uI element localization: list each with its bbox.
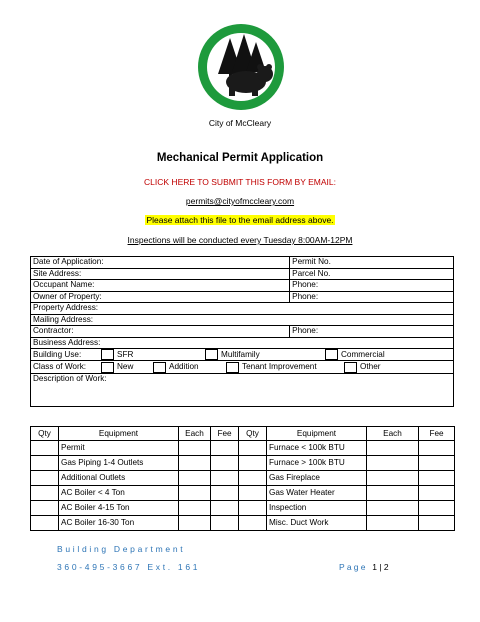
fee-cell[interactable]: [211, 441, 239, 456]
owner-field[interactable]: Owner of Property:: [31, 291, 290, 303]
fee-cell[interactable]: [211, 501, 239, 516]
multifamily-label: Multifamily: [221, 350, 260, 360]
footer-department: Building Department: [57, 544, 186, 554]
multifamily-checkbox[interactable]: [205, 349, 218, 360]
building-use-row: [31, 349, 454, 361]
table-row: [31, 441, 455, 456]
inspection-note: Inspections will be conducted every Tuesday 8:00AM-12PM: [127, 235, 353, 245]
qty-cell[interactable]: [31, 501, 59, 516]
date-of-application-field[interactable]: Date of Application:: [31, 257, 290, 269]
each-header: Each: [179, 427, 211, 441]
table-row: [31, 268, 454, 280]
qty-cell[interactable]: [31, 486, 59, 501]
qty-cell[interactable]: [239, 486, 267, 501]
new-label: New: [117, 362, 134, 372]
addition-checkbox[interactable]: [153, 362, 166, 373]
class-of-work-label: Class of Work:: [33, 362, 87, 372]
fee-cell[interactable]: [211, 516, 239, 531]
qty-cell[interactable]: [239, 471, 267, 486]
submit-email-link[interactable]: CLICK HERE TO SUBMIT THIS FORM BY EMAIL:: [144, 177, 336, 187]
mailing-address-field[interactable]: Mailing Address:: [31, 314, 454, 326]
qty-cell[interactable]: [239, 456, 267, 471]
each-cell[interactable]: [367, 441, 419, 456]
equipment-cell: Misc. Duct Work: [267, 516, 367, 531]
equipment-header: Equipment: [267, 427, 367, 441]
commercial-label: Commercial: [341, 350, 385, 360]
each-cell[interactable]: [367, 501, 419, 516]
equipment-cell: Permit: [59, 441, 179, 456]
city-logo: [196, 22, 286, 112]
equipment-cell: Gas Piping 1-4 Outlets: [59, 456, 179, 471]
email-link[interactable]: permits@cityofmccleary.com: [185, 196, 295, 206]
contractor-field[interactable]: Contractor:: [31, 326, 290, 338]
addition-label: Addition: [169, 362, 199, 372]
table-row: [31, 314, 454, 326]
fee-header: Fee: [419, 427, 455, 441]
occupant-name-field[interactable]: Occupant Name:: [31, 280, 290, 292]
equipment-cell: Gas Water Heater: [267, 486, 367, 501]
class-of-work-row: [31, 361, 454, 373]
table-row: [31, 516, 455, 531]
equipment-cell: AC Boiler 4-15 Ton: [59, 501, 179, 516]
description-of-work-field[interactable]: Description of Work:: [31, 373, 454, 406]
table-row: [31, 291, 454, 303]
qty-header: Qty: [31, 427, 59, 441]
fee-cell[interactable]: [419, 486, 455, 501]
each-cell[interactable]: [367, 471, 419, 486]
qty-cell[interactable]: [31, 471, 59, 486]
each-cell[interactable]: [179, 486, 211, 501]
fee-cell[interactable]: [211, 471, 239, 486]
equipment-cell: AC Boiler < 4 Ton: [59, 486, 179, 501]
other-label: Other: [360, 362, 381, 372]
sfr-checkbox[interactable]: [101, 349, 114, 360]
equipment-fee-table: [30, 426, 455, 531]
qty-cell[interactable]: [31, 441, 59, 456]
footer-phone: 360-495-3667 Ext. 161: [57, 562, 201, 572]
qty-cell[interactable]: [239, 516, 267, 531]
table-header-row: [31, 427, 455, 441]
page-label: Page: [339, 562, 368, 572]
owner-phone-field[interactable]: Phone:: [290, 291, 454, 303]
each-cell[interactable]: [367, 486, 419, 501]
property-address-field[interactable]: Property Address:: [31, 303, 454, 315]
each-cell[interactable]: [179, 516, 211, 531]
parcel-no-field[interactable]: Parcel No.: [290, 268, 454, 280]
each-cell[interactable]: [367, 456, 419, 471]
table-row: [31, 257, 454, 269]
equipment-cell: AC Boiler 16-30 Ton: [59, 516, 179, 531]
fee-cell[interactable]: [419, 456, 455, 471]
building-use-options: [33, 349, 451, 360]
table-row: [31, 373, 454, 406]
fee-cell[interactable]: [211, 486, 239, 501]
business-address-field[interactable]: Business Address:: [31, 337, 454, 349]
table-row: [31, 337, 454, 349]
fee-cell[interactable]: [419, 516, 455, 531]
other-checkbox[interactable]: [344, 362, 357, 373]
table-row: [31, 456, 455, 471]
each-cell[interactable]: [179, 471, 211, 486]
equipment-header: Equipment: [59, 427, 179, 441]
each-cell[interactable]: [367, 516, 419, 531]
fee-cell[interactable]: [419, 471, 455, 486]
page-number: 1 | 2: [372, 562, 389, 572]
each-header: Each: [367, 427, 419, 441]
application-info-table: [30, 256, 454, 407]
footer-page-indicator: [339, 562, 389, 572]
fee-cell[interactable]: [211, 456, 239, 471]
commercial-checkbox[interactable]: [325, 349, 338, 360]
contractor-phone-field[interactable]: Phone:: [290, 326, 454, 338]
table-row: [31, 486, 455, 501]
attach-note-line: [0, 215, 480, 225]
equipment-cell: Gas Fireplace: [267, 471, 367, 486]
table-row: [31, 326, 454, 338]
qty-cell[interactable]: [31, 456, 59, 471]
permit-no-field[interactable]: Permit No.: [290, 257, 454, 269]
equipment-cell: Furnace > 100k BTU: [267, 456, 367, 471]
table-row: [31, 303, 454, 315]
equipment-cell: Furnace < 100k BTU: [267, 441, 367, 456]
tenant-improvement-label: Tenant Improvement: [242, 362, 317, 372]
each-cell[interactable]: [179, 441, 211, 456]
table-row: [31, 349, 454, 361]
equipment-cell: Inspection: [267, 501, 367, 516]
new-checkbox[interactable]: [101, 362, 114, 373]
table-row: [31, 280, 454, 292]
equipment-cell: Additional Outlets: [59, 471, 179, 486]
occupant-phone-field[interactable]: Phone:: [290, 280, 454, 292]
tenant-improvement-checkbox[interactable]: [226, 362, 239, 373]
attach-note: Please attach this file to the email address above.: [146, 215, 334, 225]
fee-header: Fee: [211, 427, 239, 441]
page-title: Mechanical Permit Application: [156, 152, 324, 164]
table-row: [31, 361, 454, 373]
site-address-field[interactable]: Site Address:: [31, 268, 290, 280]
city-name: City of McCleary: [208, 118, 272, 128]
qty-cell[interactable]: [239, 501, 267, 516]
class-of-work-options: [33, 361, 451, 372]
table-row: [31, 501, 455, 516]
each-cell[interactable]: [179, 456, 211, 471]
qty-cell[interactable]: [239, 441, 267, 456]
qty-cell[interactable]: [31, 516, 59, 531]
table-row: [31, 471, 455, 486]
fee-cell[interactable]: [419, 501, 455, 516]
sfr-label: SFR: [117, 350, 134, 360]
building-use-label: Building Use:: [33, 350, 82, 360]
fee-cell[interactable]: [419, 441, 455, 456]
qty-header: Qty: [239, 427, 267, 441]
each-cell[interactable]: [179, 501, 211, 516]
